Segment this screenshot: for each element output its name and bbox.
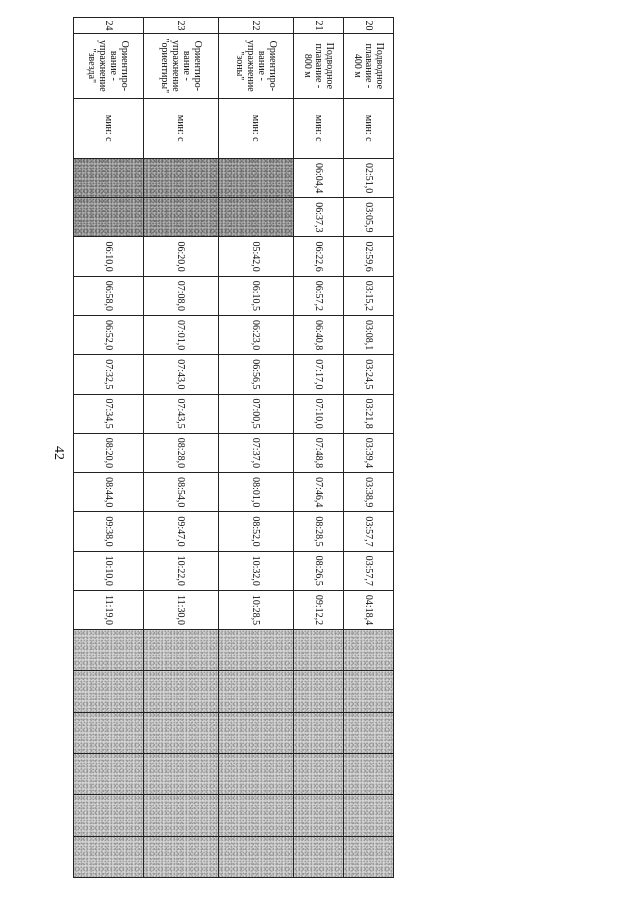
shaded-blank-cell: [144, 671, 219, 712]
value-cell: 10:32,0: [219, 551, 294, 590]
value-cell: 02:59,6: [344, 237, 394, 276]
discipline-label-line: упражнение: [245, 40, 256, 92]
discipline-label-line: Ориентиро-: [119, 40, 131, 92]
shaded-blank-cell: [74, 630, 144, 671]
discipline-label-line: "ориентиры": [159, 38, 170, 94]
discipline-label-line: Подводное: [374, 42, 385, 90]
shaded-blank-cell: [144, 630, 219, 671]
shaded-blank-cell: [219, 836, 294, 877]
table-row: [219, 18, 294, 878]
value-cell: 08:54,0: [144, 473, 219, 512]
value-cell: 07:48,8: [294, 433, 344, 472]
shaded-blank-cell: [219, 630, 294, 671]
shaded-blank-cell: [294, 753, 344, 794]
value-cell: 07:32,5: [74, 355, 144, 394]
shaded-empty-cell: [219, 158, 294, 197]
value-cell: 03:24,5: [344, 355, 394, 394]
discipline-label-line: плавание -: [313, 43, 324, 89]
shaded-blank-cell: [144, 753, 219, 794]
table-row: [74, 18, 144, 878]
value-cell: 06:56,5: [219, 355, 294, 394]
discipline-cell: [344, 34, 394, 98]
value-cell: 03:39,4: [344, 433, 394, 472]
shaded-blank-cell: [294, 836, 344, 877]
unit-cell: мин: с: [344, 98, 394, 158]
value-cell: 06:23,0: [219, 316, 294, 355]
shaded-blank-cell: [144, 712, 219, 753]
value-cell: 06:52,0: [74, 316, 144, 355]
value-cell: 10:28,5: [219, 590, 294, 629]
shaded-empty-cell: [74, 198, 144, 237]
shaded-blank-cell: [344, 753, 394, 794]
value-cell: 11:19,0: [74, 590, 144, 629]
discipline-label-line: вание -: [108, 50, 120, 81]
discipline-label-line: Ориентиро-: [267, 40, 278, 92]
shaded-empty-cell: [144, 158, 219, 197]
page-number-text: 42: [51, 446, 66, 460]
rotated-table-wrapper: [74, 17, 394, 878]
results-table-body: [74, 18, 394, 878]
unit-cell: мин: с: [294, 98, 344, 158]
shaded-blank-cell: [344, 712, 394, 753]
row-number-cell: 20: [344, 18, 394, 34]
value-cell: 08:44,0: [74, 473, 144, 512]
unit-cell: мин: с: [219, 98, 294, 158]
discipline-label-line: 400 м: [352, 53, 363, 78]
discipline-label-line: упражнение: [97, 40, 109, 92]
value-cell: 08:52,0: [219, 512, 294, 551]
discipline-label-line: плавание -: [363, 43, 374, 89]
value-cell: 09:47,0: [144, 512, 219, 551]
shaded-empty-cell: [74, 158, 144, 197]
value-cell: 03:05,9: [344, 198, 394, 237]
value-cell: 07:17,0: [294, 355, 344, 394]
unit-cell: мин: с: [74, 98, 144, 158]
shaded-blank-cell: [144, 795, 219, 836]
results-table: [73, 17, 394, 878]
discipline-label-line: "зоны": [234, 51, 245, 81]
discipline-label-line: "звезда": [86, 48, 98, 84]
value-cell: 07:43,5: [144, 394, 219, 433]
shaded-blank-cell: [74, 836, 144, 877]
value-cell: 10:10,0: [74, 551, 144, 590]
value-cell: 08:28,5: [294, 512, 344, 551]
row-number-cell: 22: [219, 18, 294, 34]
shaded-blank-cell: [344, 795, 394, 836]
value-cell: 07:37,0: [219, 433, 294, 472]
shaded-blank-cell: [344, 671, 394, 712]
value-cell: 02:51,0: [344, 158, 394, 197]
value-cell: 07:34,5: [74, 394, 144, 433]
value-cell: 09:38,0: [74, 512, 144, 551]
value-cell: 08:20,0: [74, 433, 144, 472]
value-cell: 03:57,7: [344, 551, 394, 590]
results-table-region: [74, 17, 394, 878]
value-cell: 06:04,4: [294, 158, 344, 197]
unit-cell: мин: с: [144, 98, 219, 158]
value-cell: 11:30,0: [144, 590, 219, 629]
value-cell: 08:28,0: [144, 433, 219, 472]
shaded-blank-cell: [74, 671, 144, 712]
value-cell: 07:08,0: [144, 276, 219, 315]
discipline-cell: [219, 34, 294, 98]
value-cell: 06:57,2: [294, 276, 344, 315]
value-cell: 08:26,5: [294, 551, 344, 590]
table-row: [144, 18, 219, 878]
value-cell: 06:10,5: [219, 276, 294, 315]
value-cell: 10:22,0: [144, 551, 219, 590]
shaded-blank-cell: [344, 836, 394, 877]
shaded-blank-cell: [219, 712, 294, 753]
discipline-label-line: Подводное: [324, 42, 335, 90]
shaded-blank-cell: [219, 671, 294, 712]
value-cell: 07:00,5: [219, 394, 294, 433]
row-number-cell: 21: [294, 18, 344, 34]
discipline-label-line: вание -: [256, 50, 267, 81]
value-cell: 06:58,0: [74, 276, 144, 315]
value-cell: 03:38,9: [344, 473, 394, 512]
value-cell: 05:42,0: [219, 237, 294, 276]
shaded-blank-cell: [144, 836, 219, 877]
value-cell: 04:18,4: [344, 590, 394, 629]
shaded-blank-cell: [294, 630, 344, 671]
page-number: [48, 441, 68, 465]
value-cell: 03:57,7: [344, 512, 394, 551]
shaded-blank-cell: [344, 630, 394, 671]
value-cell: 07:10,0: [294, 394, 344, 433]
discipline-label-line: Ориентиро-: [192, 40, 203, 92]
shaded-empty-cell: [144, 198, 219, 237]
value-cell: 07:43,0: [144, 355, 219, 394]
row-number-cell: 23: [144, 18, 219, 34]
shaded-blank-cell: [294, 712, 344, 753]
value-cell: 03:21,8: [344, 394, 394, 433]
value-cell: 07:46,4: [294, 473, 344, 512]
discipline-label-line: 800 м: [302, 53, 313, 78]
shaded-blank-cell: [294, 795, 344, 836]
value-cell: 09:12,2: [294, 590, 344, 629]
table-row: [344, 18, 394, 878]
shaded-blank-cell: [294, 671, 344, 712]
row-number-cell: 24: [74, 18, 144, 34]
value-cell: 06:20,0: [144, 237, 219, 276]
discipline-cell: [294, 34, 344, 98]
value-cell: 06:40,8: [294, 316, 344, 355]
value-cell: 06:37,3: [294, 198, 344, 237]
discipline-label-line: упражнение: [170, 40, 181, 92]
table-row: [294, 18, 344, 878]
shaded-blank-cell: [74, 712, 144, 753]
shaded-blank-cell: [74, 795, 144, 836]
value-cell: 06:10,0: [74, 237, 144, 276]
discipline-cell: [74, 34, 144, 98]
discipline-cell: [144, 34, 219, 98]
value-cell: 07:01,0: [144, 316, 219, 355]
shaded-blank-cell: [219, 753, 294, 794]
shaded-empty-cell: [219, 198, 294, 237]
discipline-label-line: вание -: [181, 50, 192, 81]
shaded-blank-cell: [219, 795, 294, 836]
value-cell: 08:01,0: [219, 473, 294, 512]
value-cell: 03:08,1: [344, 316, 394, 355]
value-cell: 03:15,2: [344, 276, 394, 315]
value-cell: 06:22,6: [294, 237, 344, 276]
shaded-blank-cell: [74, 753, 144, 794]
